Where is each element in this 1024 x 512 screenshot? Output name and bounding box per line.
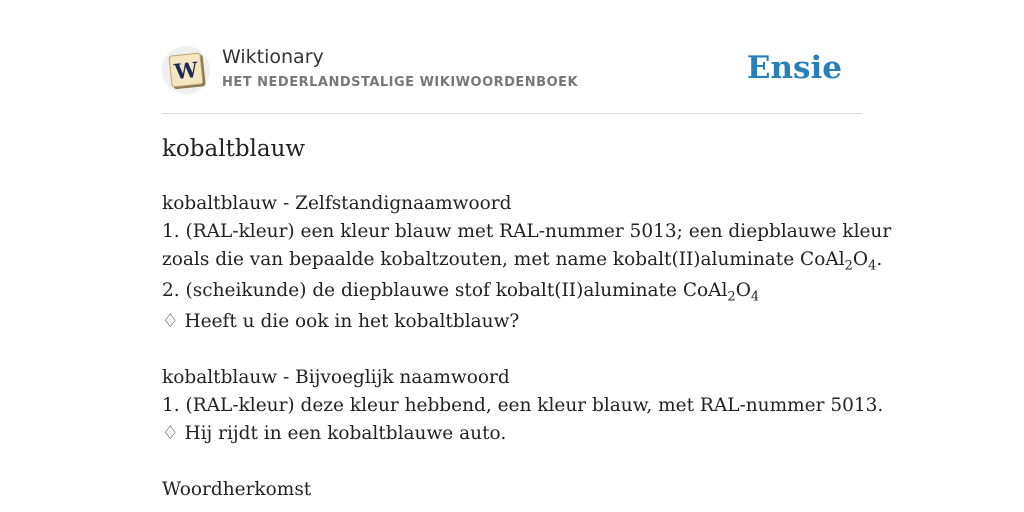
noun-definition-1-line-1: 1. (RAL-kleur) een kleur blauw met RAL-nummer 5013; een diepblauwe kleur: [162, 221, 892, 242]
formula-subscript: 2: [844, 258, 853, 274]
logo-letter: W: [172, 56, 200, 84]
sentence-end: .: [876, 249, 883, 270]
section-heading-adjective: kobaltblauw - Bijvoeglijk naamwoord: [162, 367, 510, 388]
formula-subscript: 2: [727, 289, 736, 305]
article-content: [162, 190, 892, 504]
logo-tile: [168, 52, 203, 87]
ensie-brand-link[interactable]: Ensie: [746, 50, 842, 86]
spacer: [162, 336, 862, 364]
formula-subscript: 4: [750, 289, 760, 305]
page-title: kobaltblauw: [162, 136, 306, 162]
noun-example: ♢ Heeft u die ook in het kobaltblauw?: [162, 311, 520, 332]
noun-definition-1-text: zoals die van bepaalde kobaltzouten, met name kobalt(II)aluminate CoAl: [162, 249, 845, 270]
site-title[interactable]: Wiktionary: [222, 46, 324, 68]
formula-element: O: [852, 249, 869, 270]
section-heading-noun: kobaltblauw - Zelfstandignaamwoord: [162, 193, 512, 214]
formula-element: O: [735, 280, 751, 301]
spacer: [162, 448, 862, 476]
page: [162, 0, 892, 500]
etymology-heading: Woordherkomst: [162, 479, 312, 500]
wiktionary-logo-icon[interactable]: [162, 46, 210, 94]
noun-definition-1-line-2: [162, 246, 883, 274]
site-header: [162, 0, 862, 114]
adjective-definition-1: 1. (RAL-kleur) deze kleur hebbend, een kleur blauw, met RAL-nummer 5013.: [162, 395, 884, 416]
site-subtitle: HET NEDERLANDSTALIGE WIKIWOORDENBOEK: [222, 75, 579, 90]
adjective-example: ♢ Hij rijdt in een kobaltblauwe auto.: [162, 423, 507, 444]
formula-subscript: 4: [868, 258, 877, 274]
noun-definition-2-text: 2. (scheikunde) de diepblauwe stof kobalt(II)aluminate CoAl: [162, 280, 728, 301]
noun-definition-2: [162, 277, 862, 305]
